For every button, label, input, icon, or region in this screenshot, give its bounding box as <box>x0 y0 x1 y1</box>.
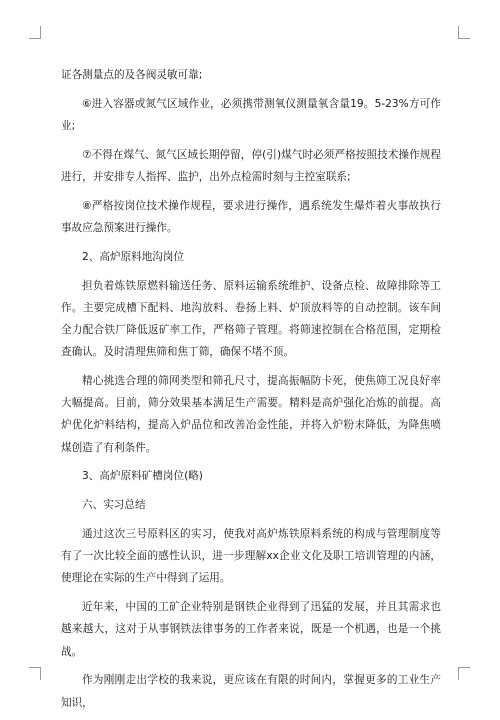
section-heading: 六、实习总结 <box>82 499 146 512</box>
crop-mark-bottom-right <box>458 667 470 680</box>
paragraph: 证各测量点的及各阀灵敏可靠; <box>61 69 203 81</box>
paragraph: ⑧严格按岗位技术操作规程，要求进行操作，遇系统发生爆炸着火事故执行事故应急预案进行操作。 <box>61 199 441 234</box>
paragraph: ⑥进入容器或氮气区域作业，必须携带测氧仪测量氧含量19。5-23%方可作业; <box>61 97 441 132</box>
paragraph: 近年来，中国的工矿企业特别是钢铁企业得到了迅猛的发展，并且其需求也越来越大，这对于从事钢铁法律事务的工作者来说，既是一个机遇，也是一个挑战。 <box>61 601 441 658</box>
paragraph: ⑦不得在煤气、氮气区域长期停留，停(引)煤气时必须严格按照技术操作规程进行，并安排专人指挥、监护，出外点检需时刻与主控室联系; <box>61 148 441 183</box>
paragraph: 作为刚刚走出学校的我来说，更应该在有限的时间内，掌握更多的工业生产知识， <box>61 674 441 709</box>
section-heading: 3、高炉原料矿槽岗位(略) <box>82 470 203 483</box>
crop-mark-top-left <box>29 26 41 39</box>
section-heading: 2、高炉原料地沟岗位 <box>82 250 185 263</box>
crop-mark-bottom-left <box>29 667 41 680</box>
paragraph: 精心挑选合理的筛网类型和筛孔尺寸，提高振幅防卡死，使焦筛工况良好率大幅提高。目前，筛分效果基本满足生产需要。精料是高炉强化冶炼的前提。高炉优化炉料结构，提高入炉品位和改善冶金性能，并将入炉粉末降低，为降焦喷煤创造了有利条件。 <box>61 375 441 454</box>
paragraph: 通过这次三号原料区的实习，使我对高炉炼铁原料系统的构成与管理制度等有了一次比较全面的感性认识，进一步理解xx企业文化及职工培训管理的内涵，使理论在实际的生产中得到了运用。 <box>61 528 441 585</box>
paragraph: 担负着炼铁原燃料输送任务、原料运输系统维护、设备点检、故障排除等工作。主要完成槽下配料、地沟放料、卷扬上料、炉顶放料等的自动控制。该车间全力配合铁厂降低返矿率工作，严格筛子管理。将筛速控制在合格范围，定期检查确认。及时清理焦筛和焦丁筛，确保不堵不顶。 <box>61 279 441 359</box>
document-body <box>61 64 441 720</box>
crop-mark-top-right <box>458 26 470 39</box>
